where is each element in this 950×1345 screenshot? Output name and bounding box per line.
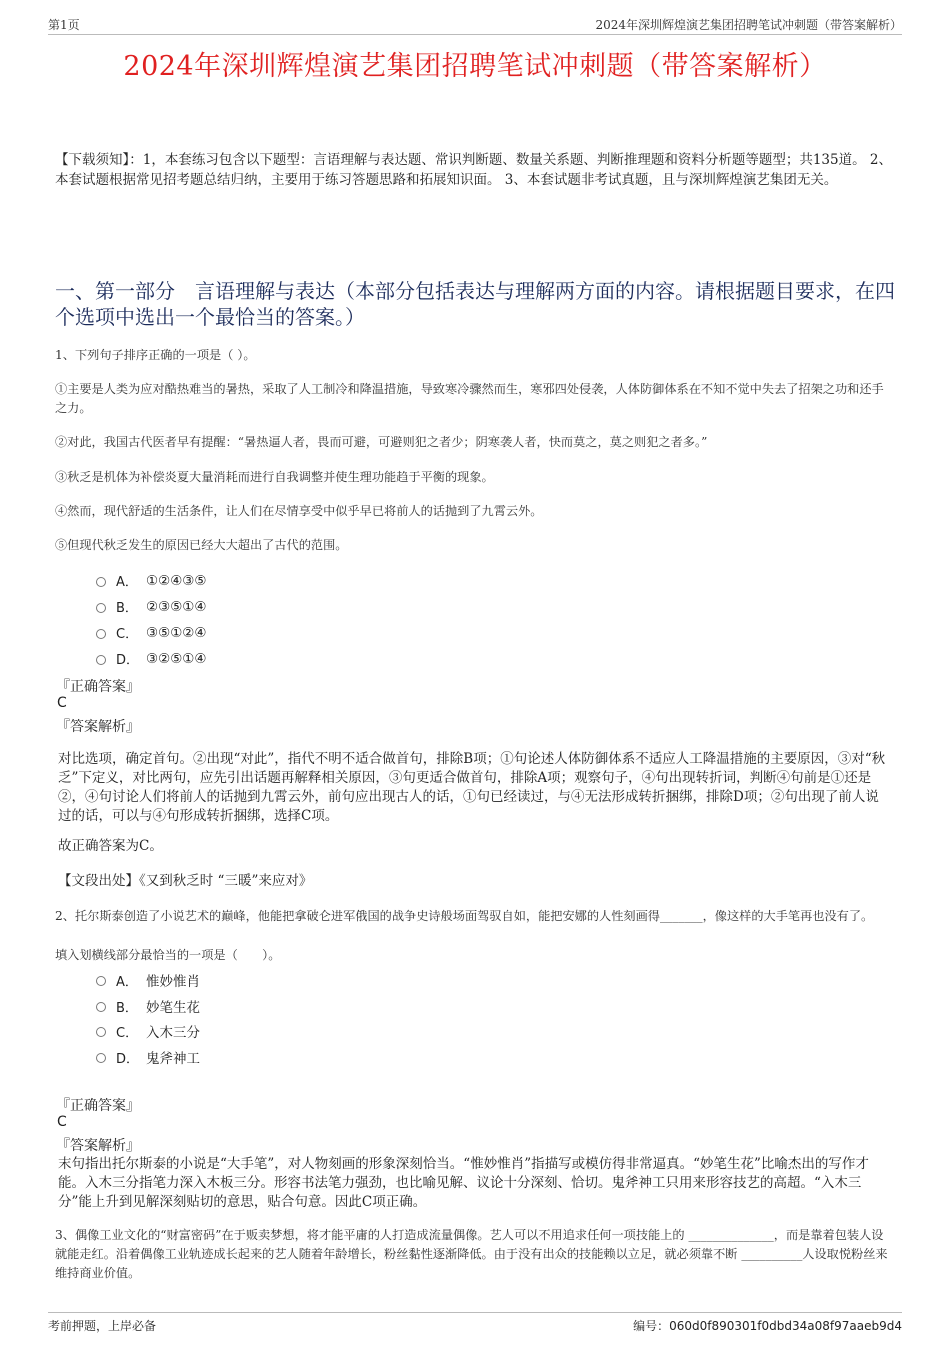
q1-sentence-2: ②对此，我国古代医者早有提醒：“暑热逼人者，畏而可避，可避则犯之者少；阴寒袭人者，快而莫之，莫之则犯之者多。” (55, 435, 708, 449)
q3-stem: 3、偶像工业文化的“财富密码”在于贩卖梦想，将才能平庸的人打造成流量偶像。艺人可以不用追求任何一项技能上的 ______________，而是靠着包装人设就能走红。沿着偶像工业轨迹成长起来的艺人随着年龄增长，粉丝黏性逐渐降低。由于没有出众的技能赖以立足，就必须靠不断 __________人设取悦粉丝来维持商业价值。 (55, 1228, 888, 1280)
radio-icon[interactable] (96, 577, 106, 587)
page-header (48, 14, 902, 35)
q1-analysis: 对比选项，确定首句。②出现“对此”，指代不明不适合做首句，排除B项；①句论述人体防御体系不适应人工降温措施的主要原因，③对“秋乏”下定义，对比两句，应先引出话题再解释相关原因，③句更适合做首句，排除A项；观察句子，④句出现转折词，判断④句前是①还是②，④句讨论人们将前人的话抛到九霄云外，前句应出现古人的话，①句已经读过，与④无法形成转折捆绑，排除D项；②句出现了前人说过的话，可以与④句形成转折捆绑，选择C项。 (58, 751, 886, 824)
q2-answer: C (57, 1114, 67, 1130)
radio-icon[interactable] (96, 1027, 106, 1037)
page-footer (48, 1312, 902, 1333)
footer-slogan: 考前押题，上岸必备 (48, 1319, 157, 1333)
q2-analysis: 末句指出托尔斯泰的小说是“大手笔”，对人物刻画的形象深刻恰当。“惟妙惟肖”指描写或模仿得非常逼真。“妙笔生花”比喻杰出的写作才能。入木三分指笔力深入木板三分。形容书法笔力强劲，也比喻见解、议论十分深刻、恰切。鬼斧神工只用来形容技艺的高超。“入木三分”能上升到见解深刻贴切的意思，贴合句意。因此C项正确。 (58, 1156, 869, 1210)
q1-option-a[interactable]: A． ①②④③⑤ (96, 571, 207, 590)
q2-correct-label: 『正确答案』 (56, 1098, 140, 1114)
page-number: 第1页 (48, 18, 80, 32)
radio-icon[interactable] (96, 1053, 106, 1063)
q1-stem: 1、下列句子排序正确的一项是（ ）。 (55, 348, 256, 362)
q2-option-a[interactable]: A． 惟妙惟肖 (96, 970, 200, 990)
q1-source: 【文段出处】《又到秋乏时 “三暖”来应对》 (58, 873, 313, 889)
q2-option-c[interactable]: C． 入木三分 (96, 1021, 200, 1041)
q2-instruction: 填入划横线部分最恰当的一项是（ ）。 (55, 948, 281, 962)
q2-stem: 2、托尔斯泰创造了小说艺术的巅峰，他能把拿破仑进军俄国的战争史诗般场面驾驭自如，能把安娜的人性刻画得_______，像这样的大手笔再也没有了。 (55, 909, 874, 923)
document-title: 2024年深圳辉煌演艺集团招聘笔试冲刺题（带答案解析） (123, 51, 827, 82)
radio-icon[interactable] (96, 655, 106, 665)
q1-conclusion: 故正确答案为C。 (58, 838, 163, 854)
q2-option-b[interactable]: B． 妙笔生花 (96, 996, 200, 1016)
download-notice: 【下载须知】：1，本套练习包含以下题型：言语理解与表达题、常识判断题、数量关系题、判断推理题和资料分析题等题型；共135道。 2、本套试题根据常见招考题总结归纳，主要用于练习答题思路和拓展知识面。 3、本套试题非考试真题，且与深圳辉煌演艺集团无关。 (55, 152, 892, 188)
q1-option-b[interactable]: B． ②③⑤①④ (96, 597, 207, 616)
q1-sentence-5: ⑤但现代秋乏发生的原因已经大大超出了古代的范围。 (55, 538, 348, 552)
q2-analysis-label: 『答案解析』 (56, 1138, 140, 1154)
q1-option-c[interactable]: C． ③⑤①②④ (96, 623, 207, 642)
header-doc-title: 2024年深圳辉煌演艺集团招聘笔试冲刺题（带答案解析） (595, 18, 902, 32)
radio-icon[interactable] (96, 629, 106, 639)
q2-option-d[interactable]: D． 鬼斧神工 (96, 1047, 200, 1067)
radio-icon[interactable] (96, 976, 106, 986)
q1-option-d[interactable]: D． ③②⑤①④ (96, 649, 207, 668)
q1-correct-label: 『正确答案』 (56, 679, 140, 695)
radio-icon[interactable] (96, 1002, 106, 1012)
q1-sentence-1: ①主要是人类为应对酷热难当的暑热，采取了人工制冷和降温措施，导致寒冷骤然而生，寒邪四处侵袭，人体防御体系在不知不觉中失去了招架之功和还手之力。 (55, 382, 884, 415)
footer-doc-id: 编号：060d0f890301f0dbd34a08f97aaeb9d4 (633, 1319, 902, 1333)
q1-analysis-label: 『答案解析』 (56, 719, 140, 735)
q1-answer: C (57, 695, 67, 711)
q1-sentence-3: ③秋乏是机体为补偿炎夏大量消耗而进行自我调整并使生理功能趋于平衡的现象。 (55, 470, 494, 484)
radio-icon[interactable] (96, 603, 106, 613)
q1-sentence-4: ④然而，现代舒适的生活条件，让人们在尽情享受中似乎早已将前人的话抛到了九霄云外。 (55, 504, 543, 518)
section-heading: 一、第一部分 言语理解与表达（本部分包括表达与理解两方面的内容。请根据题目要求，在四个选项中选出一个最恰当的答案。） (55, 279, 895, 329)
